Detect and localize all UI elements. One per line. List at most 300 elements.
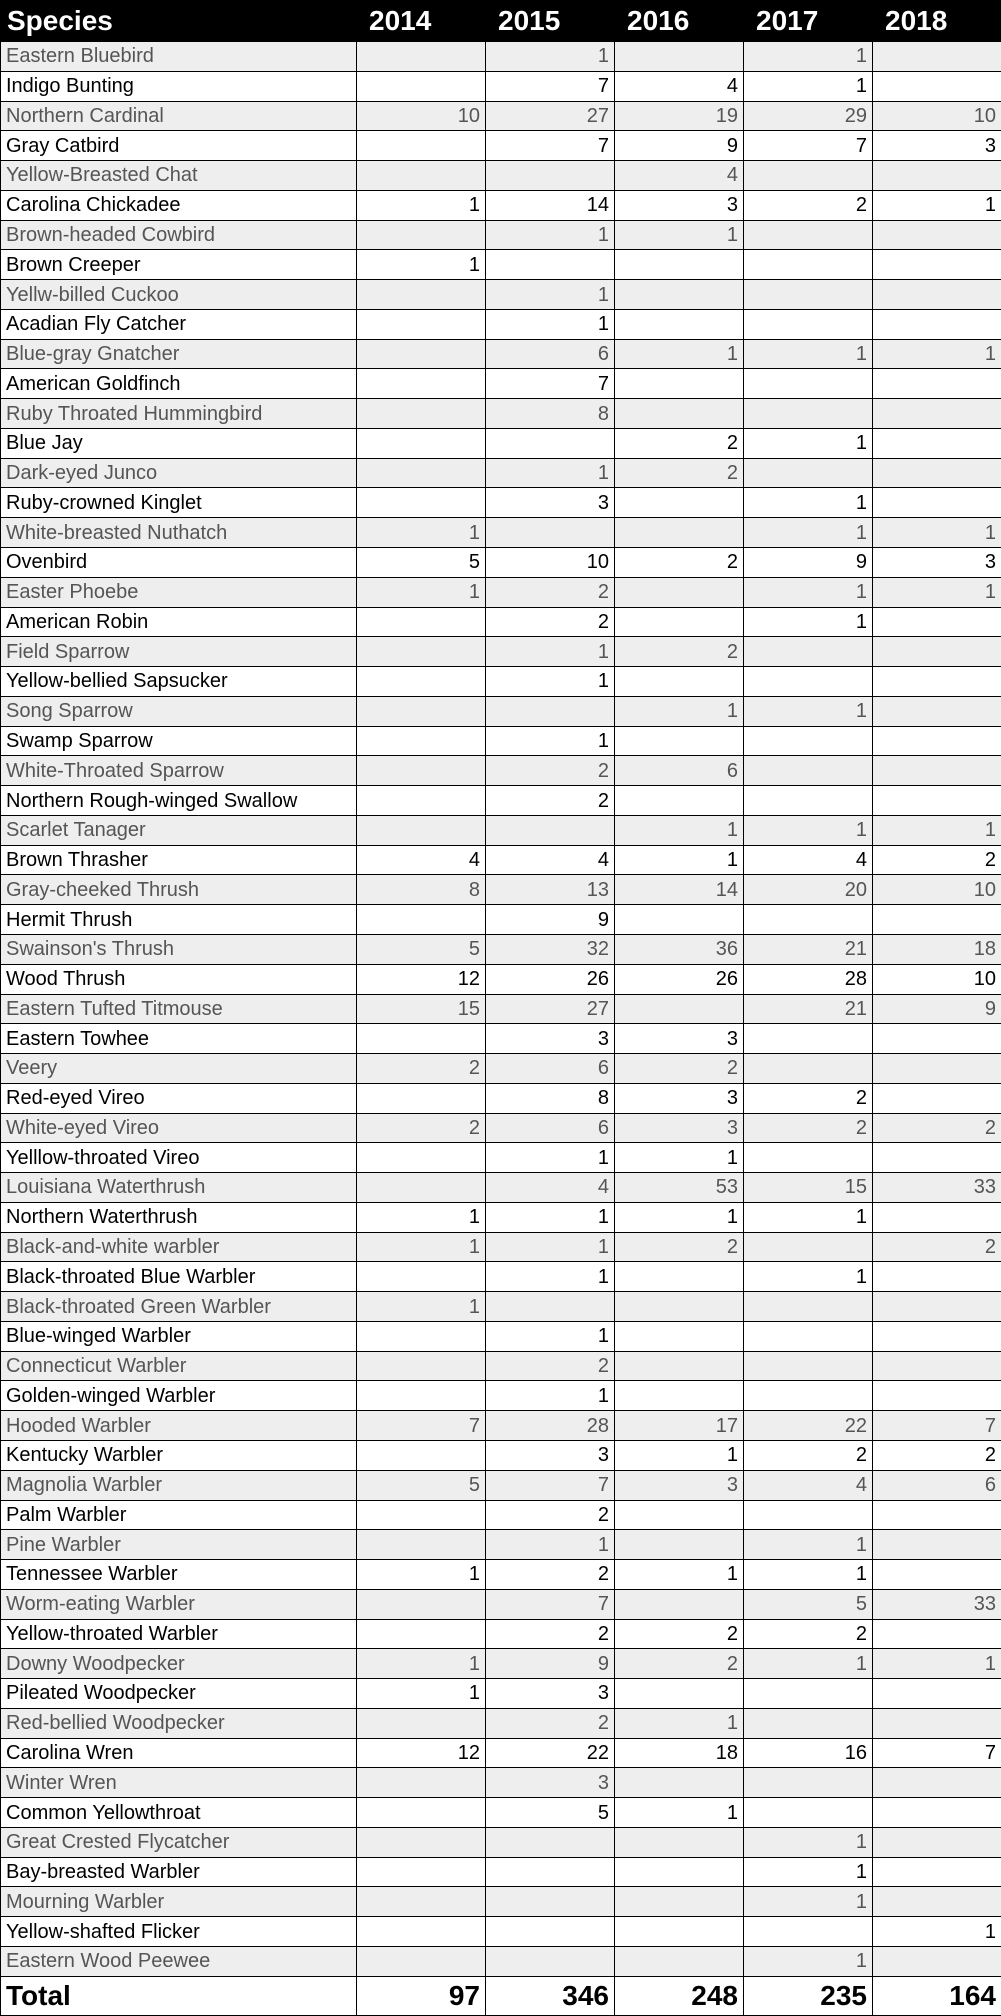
species-cell: Scarlet Tanager — [1, 815, 357, 845]
count-cell — [615, 726, 744, 756]
count-cell: 7 — [486, 1589, 615, 1619]
count-cell — [486, 815, 615, 845]
count-cell — [744, 1024, 873, 1054]
species-cell: Pileated Woodpecker — [1, 1679, 357, 1709]
count-cell: 1 — [357, 250, 486, 280]
count-cell: 1 — [744, 518, 873, 548]
count-cell: 1 — [615, 1560, 744, 1590]
count-cell: 1 — [486, 637, 615, 667]
species-cell: Blue-gray Gnatcher — [1, 339, 357, 369]
count-cell — [744, 726, 873, 756]
total-cell: 235 — [744, 1976, 873, 2015]
count-cell — [486, 161, 615, 191]
count-cell: 4 — [357, 845, 486, 875]
count-cell — [615, 1292, 744, 1322]
count-cell — [744, 1321, 873, 1351]
species-cell: Black-throated Blue Warbler — [1, 1262, 357, 1292]
count-cell — [486, 1947, 615, 1977]
species-cell: Yellow-Breasted Chat — [1, 161, 357, 191]
count-cell: 4 — [615, 71, 744, 101]
count-cell — [615, 1917, 744, 1947]
count-cell: 21 — [744, 994, 873, 1024]
count-cell — [744, 1768, 873, 1798]
count-cell — [615, 280, 744, 310]
species-cell: Northern Rough-winged Swallow — [1, 786, 357, 816]
count-cell — [873, 1351, 1001, 1381]
table-row — [1, 71, 1001, 101]
count-cell — [357, 1947, 486, 1977]
count-cell: 2 — [357, 1054, 486, 1084]
species-cell: Yelllow-throated Vireo — [1, 1143, 357, 1173]
count-cell — [873, 637, 1001, 667]
count-cell: 1 — [615, 220, 744, 250]
count-cell — [357, 1827, 486, 1857]
header-year: 2018 — [873, 1, 1001, 42]
count-cell — [744, 1917, 873, 1947]
species-cell: Palm Warbler — [1, 1500, 357, 1530]
header-year: 2017 — [744, 1, 873, 42]
table-row — [1, 1470, 1001, 1500]
count-cell: 15 — [357, 994, 486, 1024]
species-cell: Hermit Thrush — [1, 905, 357, 935]
table-row — [1, 845, 1001, 875]
count-cell — [873, 786, 1001, 816]
count-cell: 33 — [873, 1589, 1001, 1619]
table-row — [1, 1917, 1001, 1947]
table-row — [1, 1202, 1001, 1232]
count-cell: 1 — [744, 1202, 873, 1232]
count-cell — [873, 488, 1001, 518]
count-cell: 2 — [615, 637, 744, 667]
species-cell: Field Sparrow — [1, 637, 357, 667]
count-cell: 2 — [486, 756, 615, 786]
count-cell: 8 — [357, 875, 486, 905]
count-cell — [615, 1827, 744, 1857]
species-cell: Wood Thrush — [1, 964, 357, 994]
count-cell: 26 — [615, 964, 744, 994]
count-cell: 1 — [357, 1292, 486, 1322]
count-cell: 1 — [744, 71, 873, 101]
count-cell: 1 — [744, 1530, 873, 1560]
count-cell — [873, 1321, 1001, 1351]
count-cell: 10 — [873, 964, 1001, 994]
count-cell: 1 — [486, 1202, 615, 1232]
count-cell — [615, 1381, 744, 1411]
count-cell — [615, 1530, 744, 1560]
count-cell: 8 — [486, 399, 615, 429]
table-row — [1, 1619, 1001, 1649]
count-cell: 14 — [615, 875, 744, 905]
count-cell: 1 — [615, 815, 744, 845]
count-cell: 10 — [873, 101, 1001, 131]
species-cell: Indigo Bunting — [1, 71, 357, 101]
count-cell — [615, 1887, 744, 1917]
count-cell — [873, 1024, 1001, 1054]
table-row — [1, 1321, 1001, 1351]
count-cell — [357, 1381, 486, 1411]
count-cell: 1 — [486, 667, 615, 697]
count-cell: 7 — [486, 131, 615, 161]
table-row — [1, 458, 1001, 488]
count-cell: 10 — [873, 875, 1001, 905]
count-cell: 21 — [744, 934, 873, 964]
count-cell — [873, 756, 1001, 786]
count-cell — [873, 458, 1001, 488]
count-cell — [873, 1560, 1001, 1590]
count-cell: 1 — [744, 428, 873, 458]
species-cell: Song Sparrow — [1, 696, 357, 726]
count-cell: 1 — [615, 696, 744, 726]
count-cell: 4 — [486, 1173, 615, 1203]
species-cell: Yellow-shafted Flicker — [1, 1917, 357, 1947]
count-cell: 33 — [873, 1173, 1001, 1203]
species-cell: Ruby-crowned Kinglet — [1, 488, 357, 518]
count-cell — [357, 1917, 486, 1947]
count-cell — [873, 1887, 1001, 1917]
count-cell: 1 — [744, 1262, 873, 1292]
table-row — [1, 994, 1001, 1024]
species-cell: Ovenbird — [1, 548, 357, 578]
count-cell: 2 — [744, 1083, 873, 1113]
species-cell: Easter Phoebe — [1, 577, 357, 607]
count-cell: 17 — [615, 1411, 744, 1441]
table-row — [1, 488, 1001, 518]
species-cell: Dark-eyed Junco — [1, 458, 357, 488]
count-cell — [744, 1500, 873, 1530]
count-cell: 14 — [486, 190, 615, 220]
count-cell: 3 — [615, 1083, 744, 1113]
table-row — [1, 934, 1001, 964]
table-row — [1, 548, 1001, 578]
count-cell: 1 — [615, 845, 744, 875]
count-cell — [357, 369, 486, 399]
species-cell: Connecticut Warbler — [1, 1351, 357, 1381]
count-cell: 7 — [486, 1470, 615, 1500]
count-cell: 1 — [744, 1560, 873, 1590]
count-cell: 1 — [486, 220, 615, 250]
table-row — [1, 1530, 1001, 1560]
count-cell — [873, 309, 1001, 339]
count-cell — [615, 786, 744, 816]
count-cell — [873, 1202, 1001, 1232]
count-cell: 6 — [486, 1054, 615, 1084]
count-cell — [873, 607, 1001, 637]
count-cell — [744, 309, 873, 339]
count-cell: 32 — [486, 934, 615, 964]
count-cell — [357, 1262, 486, 1292]
count-cell — [873, 1619, 1001, 1649]
count-cell: 1 — [744, 577, 873, 607]
table-row — [1, 1054, 1001, 1084]
table-row — [1, 1173, 1001, 1203]
count-cell — [357, 161, 486, 191]
count-cell — [873, 905, 1001, 935]
count-cell — [357, 1083, 486, 1113]
species-cell: Black-throated Green Warbler — [1, 1292, 357, 1322]
count-cell — [873, 1947, 1001, 1977]
count-cell — [615, 577, 744, 607]
table-row — [1, 131, 1001, 161]
count-cell — [357, 399, 486, 429]
count-cell: 3 — [873, 548, 1001, 578]
table-row — [1, 1262, 1001, 1292]
count-cell: 28 — [744, 964, 873, 994]
count-cell — [615, 1351, 744, 1381]
count-cell: 1 — [744, 42, 873, 72]
table-row — [1, 161, 1001, 191]
table-row — [1, 1679, 1001, 1709]
table-row — [1, 280, 1001, 310]
count-cell — [615, 518, 744, 548]
species-cell: Pine Warbler — [1, 1530, 357, 1560]
count-cell: 2 — [615, 428, 744, 458]
table-row — [1, 1857, 1001, 1887]
count-cell: 2 — [486, 786, 615, 816]
count-cell — [744, 667, 873, 697]
table-row — [1, 1143, 1001, 1173]
count-cell: 1 — [744, 696, 873, 726]
species-cell: Eastern Wood Peewee — [1, 1947, 357, 1977]
table-row — [1, 1024, 1001, 1054]
count-cell — [357, 1887, 486, 1917]
count-cell — [873, 42, 1001, 72]
count-cell: 1 — [486, 42, 615, 72]
count-cell — [873, 1708, 1001, 1738]
table-row — [1, 101, 1001, 131]
count-cell: 1 — [615, 1202, 744, 1232]
count-cell — [873, 1054, 1001, 1084]
total-cell: 164 — [873, 1976, 1001, 2015]
species-cell: Black-and-white warbler — [1, 1232, 357, 1262]
count-cell — [357, 905, 486, 935]
count-cell: 2 — [615, 458, 744, 488]
count-cell — [615, 994, 744, 1024]
count-cell: 9 — [744, 548, 873, 578]
count-cell: 2 — [486, 1500, 615, 1530]
table-row — [1, 696, 1001, 726]
count-cell — [873, 667, 1001, 697]
count-cell — [873, 250, 1001, 280]
count-cell: 9 — [615, 131, 744, 161]
table-row — [1, 1738, 1001, 1768]
count-cell: 9 — [873, 994, 1001, 1024]
count-cell — [357, 1798, 486, 1828]
count-cell: 1 — [357, 1679, 486, 1709]
species-cell: Downy Woodpecker — [1, 1649, 357, 1679]
count-cell: 7 — [357, 1411, 486, 1441]
count-cell — [357, 428, 486, 458]
count-cell: 3 — [486, 1024, 615, 1054]
count-cell: 4 — [615, 161, 744, 191]
species-cell: Swamp Sparrow — [1, 726, 357, 756]
species-cell: Great Crested Flycatcher — [1, 1827, 357, 1857]
count-cell — [486, 1917, 615, 1947]
count-cell: 2 — [357, 1113, 486, 1143]
table-row — [1, 726, 1001, 756]
table-row — [1, 756, 1001, 786]
species-cell: Common Yellowthroat — [1, 1798, 357, 1828]
species-cell: Kentucky Warbler — [1, 1440, 357, 1470]
count-cell — [486, 1857, 615, 1887]
count-cell — [744, 637, 873, 667]
count-cell — [357, 1351, 486, 1381]
count-cell — [357, 1500, 486, 1530]
count-cell: 28 — [486, 1411, 615, 1441]
species-cell: White-Throated Sparrow — [1, 756, 357, 786]
count-cell — [744, 1679, 873, 1709]
count-cell: 22 — [744, 1411, 873, 1441]
count-cell — [615, 42, 744, 72]
count-cell — [873, 1262, 1001, 1292]
table-row — [1, 1500, 1001, 1530]
count-cell: 5 — [486, 1798, 615, 1828]
table-row — [1, 1827, 1001, 1857]
count-cell: 36 — [615, 934, 744, 964]
table-row — [1, 1292, 1001, 1322]
count-cell: 2 — [486, 577, 615, 607]
count-cell — [357, 488, 486, 518]
species-cell: Bay-breasted Warbler — [1, 1857, 357, 1887]
table-row — [1, 607, 1001, 637]
count-cell: 1 — [615, 1440, 744, 1470]
table-row — [1, 1351, 1001, 1381]
count-cell: 2 — [744, 1440, 873, 1470]
count-cell — [744, 280, 873, 310]
count-cell — [744, 161, 873, 191]
count-cell — [357, 726, 486, 756]
count-cell: 5 — [357, 934, 486, 964]
count-cell: 1 — [486, 1381, 615, 1411]
count-cell: 1 — [486, 1143, 615, 1173]
count-cell: 2 — [615, 1649, 744, 1679]
count-cell — [873, 1768, 1001, 1798]
count-cell: 7 — [744, 131, 873, 161]
count-cell — [486, 696, 615, 726]
count-cell: 1 — [357, 518, 486, 548]
count-cell — [744, 250, 873, 280]
count-cell: 1 — [357, 1560, 486, 1590]
count-cell — [744, 1351, 873, 1381]
table-row — [1, 339, 1001, 369]
count-cell — [744, 1381, 873, 1411]
count-cell: 12 — [357, 1738, 486, 1768]
count-cell — [615, 667, 744, 697]
species-cell: Hooded Warbler — [1, 1411, 357, 1441]
species-cell: Mourning Warbler — [1, 1887, 357, 1917]
table-row — [1, 964, 1001, 994]
count-cell — [873, 726, 1001, 756]
count-cell — [615, 1857, 744, 1887]
count-cell: 1 — [486, 1321, 615, 1351]
table-row — [1, 786, 1001, 816]
count-cell: 1 — [357, 577, 486, 607]
count-cell: 6 — [486, 339, 615, 369]
species-cell: Northern Cardinal — [1, 101, 357, 131]
count-cell: 1 — [486, 726, 615, 756]
count-cell — [357, 309, 486, 339]
table-row — [1, 1381, 1001, 1411]
count-cell — [873, 280, 1001, 310]
count-cell — [357, 1024, 486, 1054]
table-row — [1, 1649, 1001, 1679]
count-cell: 1 — [873, 190, 1001, 220]
count-cell: 5 — [357, 548, 486, 578]
count-cell — [615, 1768, 744, 1798]
count-cell — [873, 1500, 1001, 1530]
count-cell: 9 — [486, 1649, 615, 1679]
count-cell: 3 — [486, 1768, 615, 1798]
count-cell: 6 — [615, 756, 744, 786]
count-cell: 7 — [873, 1738, 1001, 1768]
table-row — [1, 577, 1001, 607]
count-cell — [873, 1827, 1001, 1857]
count-cell: 1 — [873, 518, 1001, 548]
count-cell — [357, 756, 486, 786]
count-cell — [357, 1440, 486, 1470]
table-row — [1, 1947, 1001, 1977]
count-cell: 2 — [486, 1619, 615, 1649]
count-cell — [873, 220, 1001, 250]
table-row — [1, 815, 1001, 845]
table-row — [1, 1440, 1001, 1470]
species-cell: Yellw-billed Cuckoo — [1, 280, 357, 310]
count-cell: 5 — [357, 1470, 486, 1500]
count-cell — [744, 399, 873, 429]
species-cell: Brown Creeper — [1, 250, 357, 280]
count-cell — [744, 369, 873, 399]
table-row — [1, 428, 1001, 458]
species-cell: Louisiana Waterthrush — [1, 1173, 357, 1203]
count-cell — [486, 250, 615, 280]
count-cell — [357, 667, 486, 697]
count-cell: 5 — [744, 1589, 873, 1619]
count-cell — [357, 42, 486, 72]
count-cell — [615, 1321, 744, 1351]
count-cell: 4 — [486, 845, 615, 875]
count-cell — [615, 369, 744, 399]
species-cell: White-breasted Nuthatch — [1, 518, 357, 548]
count-cell: 2 — [486, 607, 615, 637]
species-cell: American Robin — [1, 607, 357, 637]
count-cell: 2 — [744, 190, 873, 220]
count-cell — [357, 1321, 486, 1351]
table-row — [1, 1708, 1001, 1738]
count-cell: 1 — [744, 1887, 873, 1917]
count-cell: 3 — [615, 1113, 744, 1143]
count-cell: 22 — [486, 1738, 615, 1768]
species-cell: Carolina Wren — [1, 1738, 357, 1768]
species-cell: Yellow-throated Warbler — [1, 1619, 357, 1649]
species-cell: Eastern Towhee — [1, 1024, 357, 1054]
species-cell: Northern Waterthrush — [1, 1202, 357, 1232]
count-cell — [357, 1857, 486, 1887]
count-cell: 1 — [744, 1947, 873, 1977]
count-cell: 19 — [615, 101, 744, 131]
species-cell: Carolina Chickadee — [1, 190, 357, 220]
count-cell: 3 — [615, 1470, 744, 1500]
count-cell — [486, 1292, 615, 1322]
count-cell — [615, 250, 744, 280]
total-cell: 97 — [357, 1976, 486, 2015]
count-cell: 1 — [615, 1143, 744, 1173]
count-cell — [486, 428, 615, 458]
count-cell: 4 — [744, 845, 873, 875]
count-cell: 2 — [744, 1619, 873, 1649]
table-row — [1, 1411, 1001, 1441]
count-cell — [357, 696, 486, 726]
count-cell: 18 — [615, 1738, 744, 1768]
count-cell: 1 — [873, 1917, 1001, 1947]
